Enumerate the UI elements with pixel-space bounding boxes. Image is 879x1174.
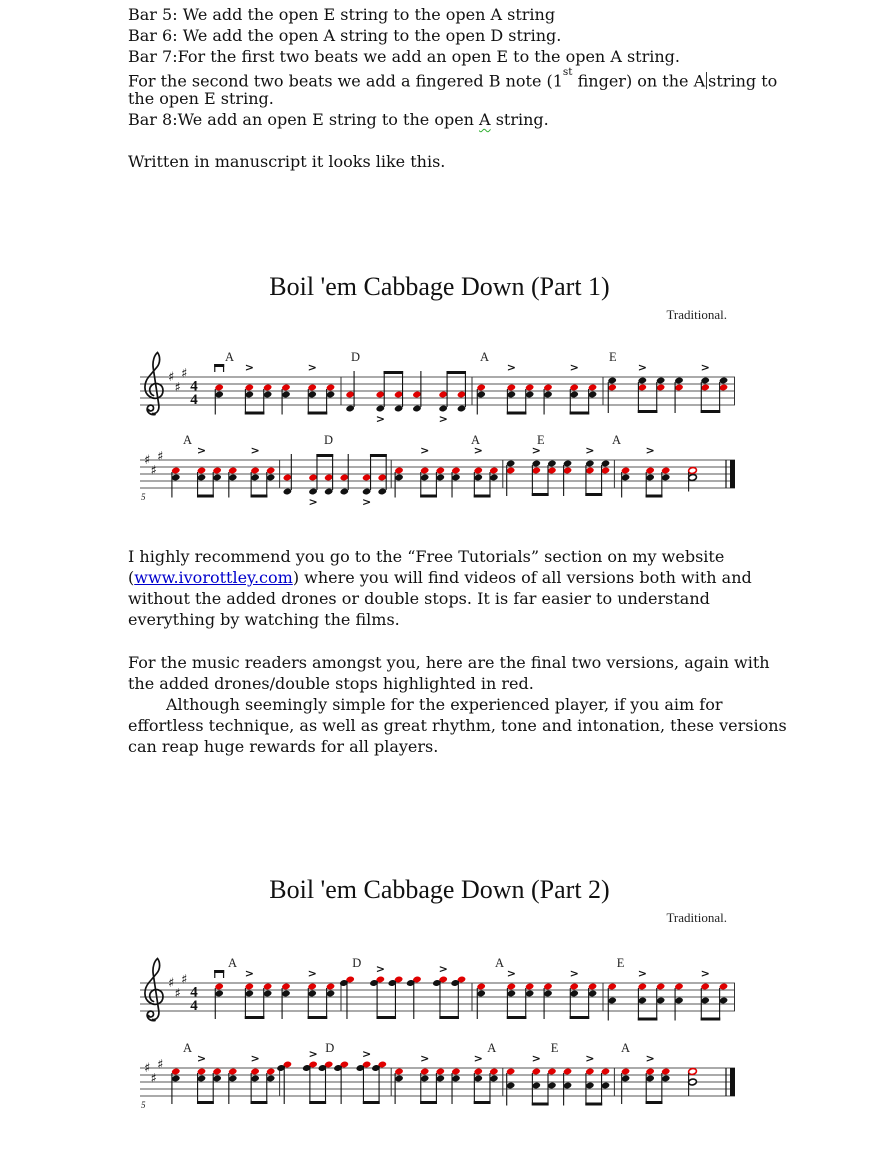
text-segment: ( <box>128 568 135 587</box>
svg-text:E: E <box>537 433 545 447</box>
svg-text:>: > <box>362 1047 372 1061</box>
svg-text:>: > <box>645 444 655 457</box>
text-segment: ) where you will find videos of all versions both with and <box>292 568 752 587</box>
svg-text:>: > <box>196 1052 207 1065</box>
website-link[interactable]: www.ivorottley.com <box>134 568 293 587</box>
staff-system[interactable] <box>138 1028 738 1128</box>
intro-text <box>128 4 777 172</box>
staff-system[interactable] <box>138 420 738 520</box>
superscript: st <box>562 66 573 78</box>
svg-text:>: > <box>700 967 710 980</box>
svg-text:♯: ♯ <box>174 380 181 396</box>
svg-text:4: 4 <box>190 984 198 1001</box>
svg-text:♯: ♯ <box>181 366 188 382</box>
svg-text:♯: ♯ <box>150 1071 157 1087</box>
svg-text:>: > <box>308 1047 318 1061</box>
svg-text:>: > <box>585 1052 595 1065</box>
svg-text:♯: ♯ <box>174 986 181 1002</box>
svg-text:>: > <box>307 967 317 980</box>
svg-text:A: A <box>480 350 490 364</box>
svg-text:>: > <box>420 444 430 457</box>
text-segment: Bar 8:We add an open E string to the open <box>128 110 480 129</box>
text-line[interactable]: the added drones/double stops highlighted in red. <box>128 674 534 693</box>
svg-text:>: > <box>250 444 260 457</box>
text-line[interactable] <box>128 109 777 130</box>
text-line[interactable] <box>128 567 752 588</box>
svg-text:D: D <box>325 1041 335 1055</box>
svg-text:D: D <box>324 433 334 447</box>
svg-text:>: > <box>637 967 647 980</box>
text-line[interactable]: Although seemingly simple for the experienced player, if you aim for <box>166 695 723 714</box>
svg-text:D: D <box>351 350 361 364</box>
svg-text:>: > <box>307 361 317 374</box>
svg-text:A: A <box>183 1041 193 1055</box>
text-segment: string. <box>490 110 549 129</box>
score-title: Boil 'em Cabbage Down (Part 1) <box>269 272 610 301</box>
svg-text:>: > <box>531 1052 541 1065</box>
svg-text:>: > <box>375 962 385 976</box>
svg-text:>: > <box>362 495 372 509</box>
text-line[interactable]: For the music readers amongst you, here are the final two versions, again with <box>128 653 770 672</box>
svg-text:D: D <box>352 956 362 970</box>
svg-text:>: > <box>420 1052 430 1065</box>
svg-text:A: A <box>228 956 238 970</box>
grammar-flagged-word[interactable]: A <box>479 110 491 129</box>
svg-text:>: > <box>438 412 448 426</box>
svg-text:>: > <box>506 361 516 374</box>
svg-text:♯: ♯ <box>168 370 175 385</box>
svg-text:5: 5 <box>141 492 146 502</box>
svg-text:A: A <box>495 956 505 970</box>
text-segment: string to <box>708 71 778 91</box>
text-segment: For the second two beats we add a fingered B note (1 <box>128 71 563 91</box>
svg-text:4: 4 <box>190 392 198 408</box>
svg-text:>: > <box>375 412 385 426</box>
svg-text:>: > <box>506 967 516 980</box>
svg-text:>: > <box>700 361 710 374</box>
svg-text:>: > <box>531 444 541 457</box>
svg-text:>: > <box>244 967 254 980</box>
svg-text:>: > <box>569 967 579 980</box>
text-line[interactable]: can reap huge rewards for all players. <box>128 737 439 756</box>
empty-line <box>128 130 777 151</box>
svg-text:♯: ♯ <box>144 453 151 468</box>
svg-text:>: > <box>473 1052 483 1065</box>
svg-text:A: A <box>621 1041 631 1055</box>
svg-text:E: E <box>616 956 625 970</box>
svg-text:♯: ♯ <box>168 976 175 991</box>
score-title: Boil 'em Cabbage Down (Part 2) <box>269 875 610 904</box>
svg-text:>: > <box>645 1052 655 1065</box>
text-line[interactable]: effortless technique, as well as great rhythm, tone and intonation, these versions <box>128 716 787 735</box>
svg-text:♯: ♯ <box>157 1057 164 1073</box>
text-line[interactable]: everything by watching the films. <box>128 610 400 629</box>
svg-text:>: > <box>196 444 207 457</box>
text-line[interactable]: Bar 5: We add the open E string to the open A string <box>128 5 556 24</box>
score-credit: Traditional. <box>666 307 727 322</box>
svg-text:>: > <box>569 361 579 374</box>
svg-text:♯: ♯ <box>150 463 157 479</box>
svg-text:5: 5 <box>141 1100 146 1110</box>
text-line[interactable]: the open E string. <box>128 89 274 108</box>
svg-text:♯: ♯ <box>181 972 188 988</box>
music-readers-paragraph <box>128 652 787 757</box>
svg-text:♯: ♯ <box>157 449 164 465</box>
svg-text:E: E <box>609 350 617 364</box>
svg-text:>: > <box>250 1052 260 1065</box>
svg-text:>: > <box>438 962 448 976</box>
text-segment: finger) on the A <box>572 71 706 91</box>
svg-text:E: E <box>550 1041 559 1055</box>
svg-text:>: > <box>244 361 254 374</box>
svg-text:A: A <box>183 433 193 447</box>
text-line[interactable]: Bar 7:For the first two beats we add an open E to the open A string. <box>128 47 680 66</box>
svg-text:>: > <box>637 361 647 374</box>
svg-text:A: A <box>225 350 235 364</box>
text-line[interactable]: Written in manuscript it looks like this. <box>128 152 446 171</box>
text-caret-icon <box>706 72 707 89</box>
text-line[interactable]: without the added drones or double stops. It is far easier to understand <box>128 589 710 608</box>
svg-text:>: > <box>585 444 595 457</box>
svg-text:>: > <box>473 444 483 457</box>
score-credit: Traditional. <box>666 910 727 925</box>
svg-text:4: 4 <box>190 998 198 1014</box>
svg-text:>: > <box>308 495 318 509</box>
svg-text:A: A <box>471 433 481 447</box>
svg-text:A: A <box>612 433 622 447</box>
text-line[interactable]: Bar 6: We add the open A string to the open D string. <box>128 26 562 45</box>
recommend-paragraph <box>128 546 752 630</box>
svg-text:A: A <box>487 1041 497 1055</box>
svg-text:4: 4 <box>190 378 198 395</box>
text-line[interactable]: I highly recommend you go to the “Free Tutorials” section on my website <box>128 547 725 566</box>
text-line[interactable] <box>128 66 778 91</box>
svg-text:♯: ♯ <box>144 1061 151 1076</box>
